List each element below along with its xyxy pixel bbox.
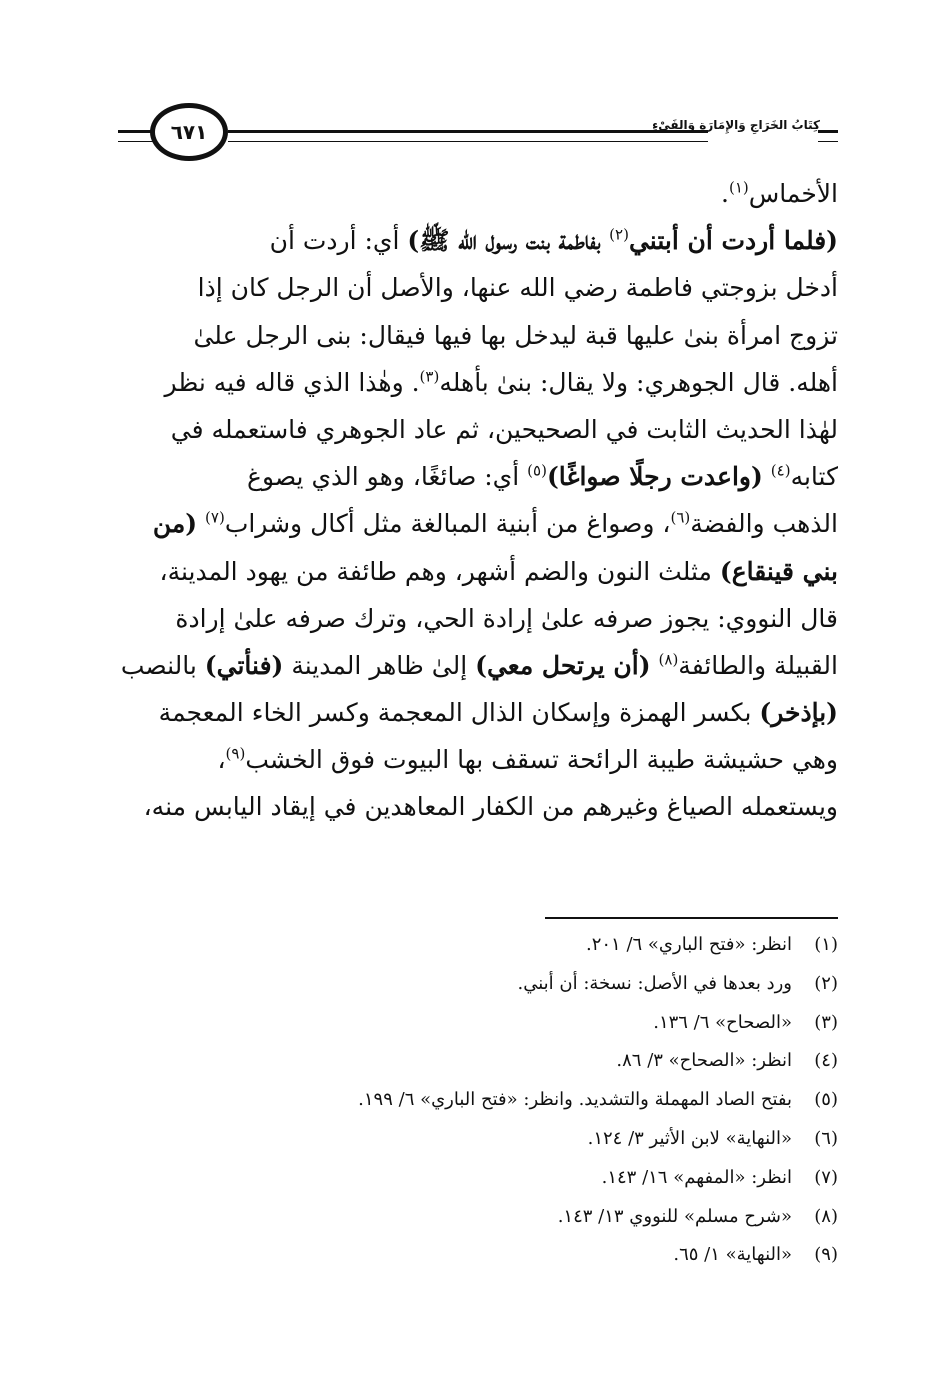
body-line	[118, 312, 838, 359]
commentary-text: تزوج امرأة بنىٰ عليها قبة ليدخل بها فيها فيقال: بنى الرجل علىٰ	[193, 320, 838, 350]
commentary-text: ،	[217, 745, 226, 775]
body-line	[118, 453, 838, 500]
commentary-text	[763, 462, 771, 491]
commentary-text: القبيلة والطائفة	[678, 650, 838, 680]
footnote-text: «النهاية» لابن الأثير ٣/ ١٢٤.	[587, 1127, 792, 1149]
footnote-separator	[545, 917, 838, 919]
footnote-number: (٢)	[814, 972, 838, 994]
main-text	[118, 170, 838, 831]
commentary-text: إلىٰ ظاهر المدينة	[283, 650, 476, 680]
running-title: كِتَابُ الخَرَاجِ وَالإِمَارَةِ وَالفَيْءِ	[652, 118, 820, 132]
commentary-text: لهٰذا الحديث الثابت في الصحيحين، ثم عاد الجوهري فاستعمله في	[170, 414, 838, 444]
body-line	[118, 642, 838, 689]
body-line	[118, 359, 838, 406]
footnote-ref: (٩)	[225, 744, 246, 763]
body-line	[118, 264, 838, 311]
footnote-number: (٩)	[814, 1244, 838, 1266]
commentary-text: أدخل بزوجتي فاطمة رضي الله عنها، والأصل أن الرجل كان إذا	[197, 273, 838, 303]
hadith-text: (أن يرتحل معي)	[475, 650, 651, 680]
footnote-ref: (٥)	[527, 461, 547, 480]
hadith-text: (فلما أردت أن أبتني	[628, 226, 838, 256]
footnote-text: بفتح الصاد المهملة والتشديد. وانظر: «فتح الباري» ٦/ ١٩٩.	[358, 1089, 792, 1111]
commentary-text: أي: أردت أن	[269, 226, 408, 256]
hadith-text: (واعدت رجلًا صواغًا)	[546, 462, 763, 492]
footnote-item	[118, 1081, 838, 1120]
commentary-text: الأخماس	[748, 179, 838, 208]
body-line	[118, 548, 838, 595]
commentary-text: .	[721, 179, 729, 208]
commentary-text: كتابه	[790, 462, 838, 492]
footnote-item	[118, 1004, 838, 1043]
commentary-text: بكسر الهمزة وإسكان الذال المعجمة وكسر الخاء المعجمة	[158, 698, 760, 728]
commentary-text	[651, 651, 659, 680]
footnote-ref: (٢)	[609, 225, 629, 244]
body-line	[118, 406, 838, 453]
commentary-text: مثلث النون والضم أشهر، وهم طائفة من يهود المدينة،	[159, 556, 720, 586]
commentary-text: ويستعمله الصياغ وغيرهم من الكفار المعاهدين في إيقاد اليابس منه،	[143, 792, 838, 822]
footnote-text: انظر: «الصحاح» ٣/ ٨٦.	[616, 1050, 792, 1072]
page-number-badge	[150, 103, 228, 161]
footnote-text: «النهاية» ١/ ٦٥.	[673, 1244, 792, 1266]
footnote-number: (٨)	[814, 1205, 838, 1227]
footnote-number: (١)	[814, 934, 838, 955]
footnotes	[118, 926, 838, 1275]
body-line	[118, 500, 838, 547]
footnote-ref: (٨)	[658, 650, 679, 669]
footnote-item	[118, 1236, 838, 1275]
body-line	[118, 595, 838, 642]
footnote-text: «شرح مسلم» للنووي ١٣/ ١٤٣.	[557, 1205, 792, 1227]
footnote-text: ورد بعدها في الأصل: نسخة: أن أبني.	[517, 972, 792, 994]
footnote-item	[118, 1120, 838, 1159]
commentary-text: وهي حشيشة طيبة الرائحة تسقف بها البيوت فوق الخشب	[245, 745, 838, 775]
hadith-text: بفاطمة بنت رسول الله ﷺ)	[407, 226, 610, 256]
hadith-text: (من	[152, 509, 198, 539]
header-rule-left	[118, 130, 154, 142]
body-line	[118, 170, 838, 217]
footnote-text: انظر: «المفهم» ١٦/ ١٤٣.	[601, 1166, 792, 1188]
hadith-text: بني قينقاع)	[719, 556, 838, 586]
hadith-text: (بإذخر)	[759, 698, 838, 728]
footnote-number: (٥)	[814, 1089, 838, 1111]
footnote-ref: (٧)	[205, 508, 225, 527]
header-rule-right	[818, 130, 838, 142]
footnote-number: (٤)	[814, 1050, 838, 1072]
footnote-text: «الصحاح» ٦/ ١٣٦.	[653, 1011, 792, 1033]
body-line	[118, 217, 838, 264]
footnote-text: انظر: «فتح الباري» ٦/ ٢٠١.	[585, 934, 792, 955]
commentary-text: أي: صائغًا، وهو الذي يصوغ	[247, 462, 528, 492]
commentary-text: ، وصواغ من أبنية المبالغة مثل أكال وشراب	[224, 509, 671, 539]
body-line	[118, 736, 838, 783]
footnote-ref: (١)	[728, 178, 749, 197]
footnote-ref: (٤)	[770, 461, 791, 480]
footnote-number: (٦)	[814, 1127, 838, 1149]
commentary-text: قال النووي: يجوز صرفه علىٰ إرادة الحي، وترك صرفه علىٰ إرادة	[175, 603, 838, 633]
commentary-text: الذهب والفضة	[690, 509, 838, 539]
page-header	[118, 100, 838, 170]
footnote-number: (٧)	[814, 1166, 838, 1188]
footnote-item	[118, 1042, 838, 1081]
footnote-item	[118, 1159, 838, 1198]
body-line	[118, 689, 838, 736]
page-number: ٦٧١	[170, 120, 208, 144]
footnote-ref: (٦)	[670, 508, 691, 527]
footnote-item	[118, 926, 838, 965]
body-line	[118, 783, 838, 830]
footnote-ref: (٣)	[419, 367, 440, 386]
commentary-text: أهله. قال الجوهري: ولا يقال: بنىٰ بأهله	[439, 367, 838, 397]
footnote-item	[118, 965, 838, 1004]
commentary-text: بالنصب	[120, 650, 205, 680]
hadith-text: (فنأتي)	[204, 650, 284, 680]
commentary-text: . وهٰذا الذي قاله فيه نظر	[164, 367, 420, 397]
footnote-item	[118, 1198, 838, 1237]
commentary-text	[197, 509, 205, 538]
footnote-number: (٣)	[814, 1011, 838, 1033]
header-rule-middle	[228, 130, 708, 142]
